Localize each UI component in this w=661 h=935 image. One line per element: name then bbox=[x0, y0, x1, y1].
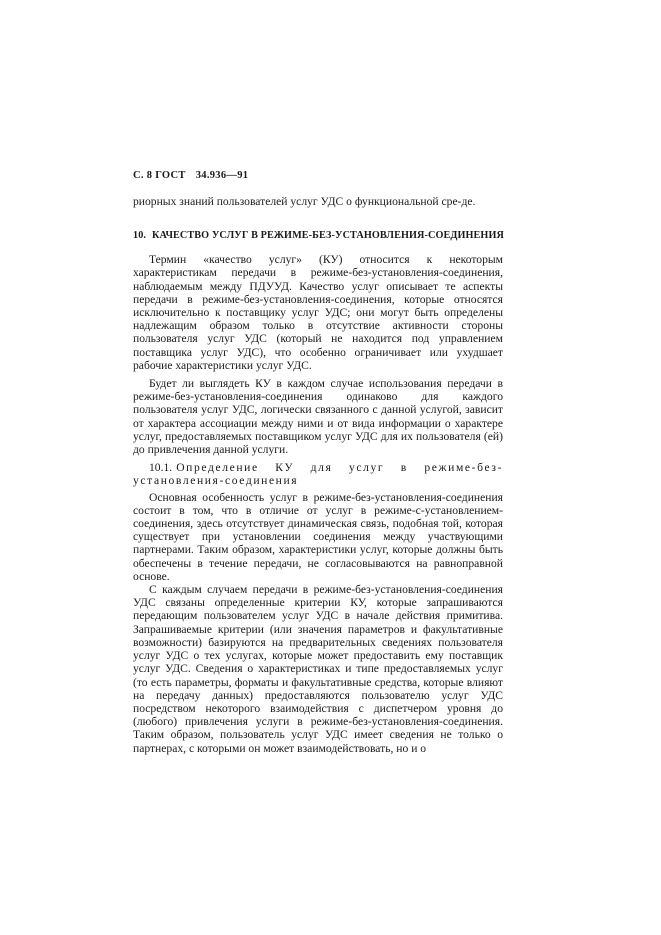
paragraph-2: Будет ли выглядеть КУ в каждом случае использования передачи в режиме-без-установления-соединения одинаково для каждого пользователя услуг УДС, логически связанного с данной услугой, зависит от характера ассоциации между ними и от вида информации о характере услуг, предоставляемых поставщиком услуг УДС для их пользователя (ей) до привлечения данной услуги. bbox=[133, 377, 503, 457]
subsection-number: 10.1. bbox=[149, 461, 173, 475]
document-page bbox=[133, 170, 503, 755]
section-title: КАЧЕСТВО УСЛУГ В РЕЖИМЕ-БЕЗ-УСТАНОВЛЕНИЯ-СОЕДИНЕНИЯ bbox=[152, 230, 504, 242]
subsection-paragraph-1: Основная особенность услуг в режиме-без-установления-соединения состоит в том, что в отличие от услуг в режиме-с-установлением-соединения, здесь отсутствует динамическая связь, подобная той, которая существует при установлении соединения между участвующими партнерами. Таким образом, характеристики услуг, которые должны быть обеспечены в течение передачи, не согласовываются на равноправной основе. bbox=[133, 490, 503, 583]
page-header bbox=[133, 170, 503, 181]
subsection-title: Определение КУ для услуг в режиме-без-установления-соединения bbox=[133, 461, 503, 488]
paragraph-1: Термин «качество услуг» (КУ) относится к некоторым характеристикам передачи в режиме-без-установления-соединения, наблюдаемым между ПДУУД. Качество услуг описывает те аспекты передачи в режиме-без-установления-соединения, которые относятся исключительно к поставщику услуг УДС; они могут быть определены надлежащим образом только в отсутствие активности стороны пользователя услуг УДС (который не находится под управлением поставщика услуг УДС), что особенно ограничивает или ухудшает рабочие характеристики услуг УДС. bbox=[133, 253, 503, 372]
document-code: 34.936—91 bbox=[195, 170, 249, 181]
section-heading bbox=[133, 230, 503, 241]
subsection-paragraph-2: С каждым случаем передачи в режиме-без-установления-соединения УДС связаны определенные критерии КУ, которые запрашиваются передающим пользователем услуг УДС в начале действия примитива. Запрашиваемые критерии (или значения параметров и факультативные возможности) базируются на предварительных сведениях пользователя услуг УДС о тех услугах, которые может предоставить ему поставщик услуг УДС. Сведения о характеристиках и типе предоставляемых услуг (то есть параметры, форматы и факультативные средства, которые влияют на передачу данных) предоставляются пользователю услуг УДС посредством некоторого взаимодействия с диспетчером уровня до (любого) привлечения услуги в режиме-без-установления-соединения. Таким образом, пользователь услуг УДС имеет сведения не только о партнерах, с которыми он может взаимодействовать, но и о bbox=[133, 583, 503, 755]
subsection-heading bbox=[133, 461, 503, 487]
continuation-text: риорных знаний пользователей услуг УДС о функциональной сре-де. bbox=[133, 195, 476, 208]
section-number: 10. bbox=[133, 230, 147, 242]
page-label: С. 8 ГОСТ bbox=[133, 170, 186, 181]
